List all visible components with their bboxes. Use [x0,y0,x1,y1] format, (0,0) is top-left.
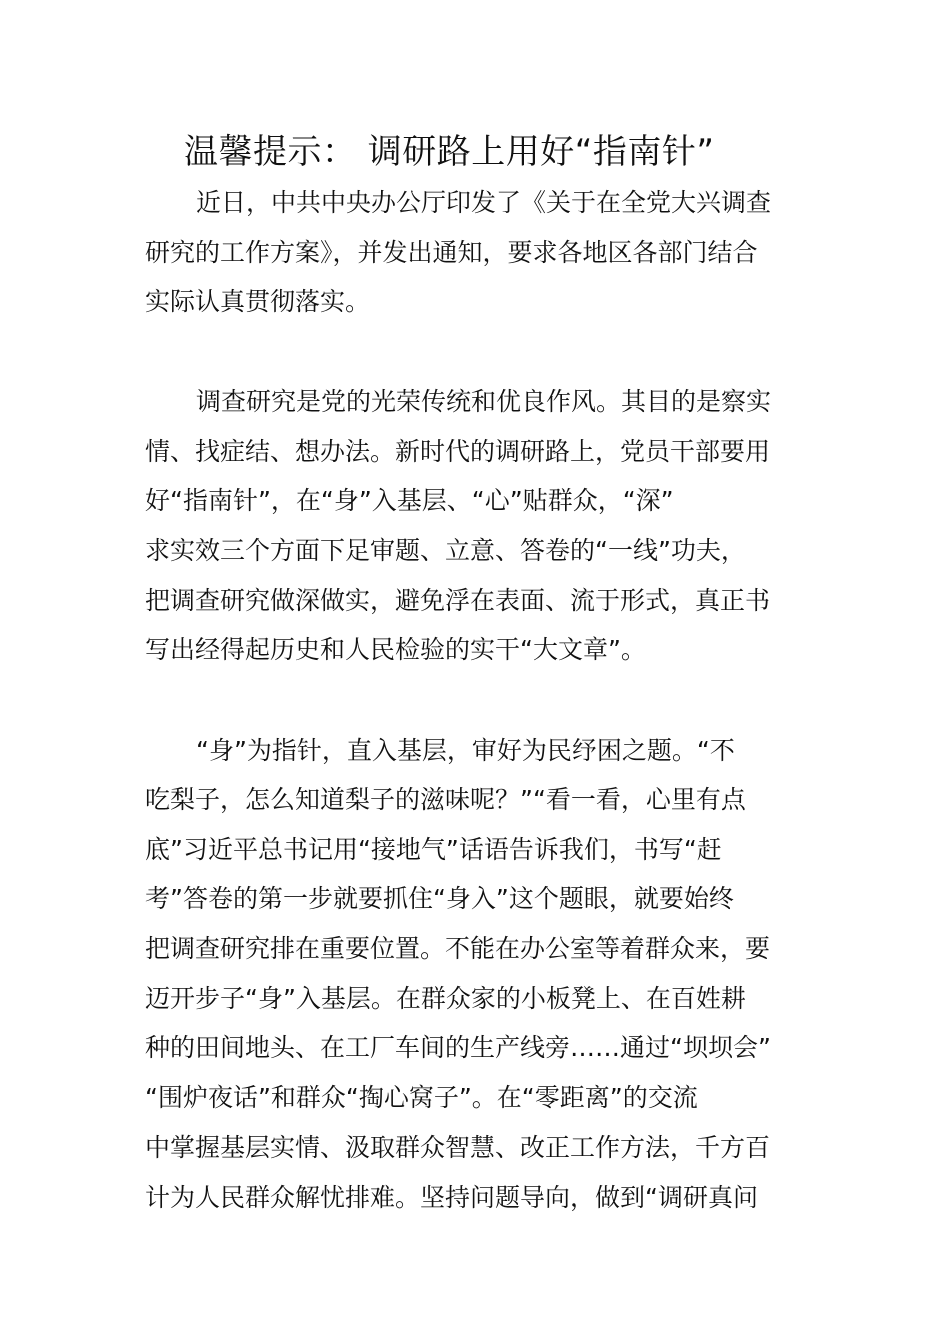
paragraph-3-line-8: “围炉夜话”和群众“掏心窝子”。在“零距离”的交流 [145,1083,698,1112]
paragraph-3-line-1: “身”为指针，直入基层，审好为民纾困之题。“不 [196,736,735,765]
paragraph-3-line-2: 吃梨子，怎么知道梨子的滋味呢？”“看一看，心里有点 [145,785,746,814]
paragraph-3-line-5: 把调查研究排在重要位置。不能在办公室等着群众来，要 [145,934,771,963]
paragraph-1-line-1: 近日，中共中央办公厅印发了《关于在全党大兴调查 [196,188,772,217]
paragraph-2-line-4: 求实效三个方面下足审题、立意、答卷的“一线”功夫， [145,536,746,565]
paragraph-3-line-7: 种的田间地头、在工厂车间的生产线旁……通过“坝坝会” [145,1033,771,1062]
paragraph-3-line-3: 底”习近平总书记用“接地气”话语告诉我们，书写“赶 [145,835,722,864]
paragraph-3-line-10: 计为人民群众解忧排难。坚持问题导向，做到“调研真问 [145,1183,758,1212]
paragraph-2-line-5: 把调查研究做深做实，避免浮在表面、流于形式，真正书 [145,586,771,615]
paragraph-1-line-3: 实际认真贯彻落实。 [145,287,371,316]
paragraph-2-line-3: 好“指南针”，在“身”入基层、“心”贴群众，“深” [145,486,674,515]
paragraph-3-line-4: 考”答卷的第一步就要抓住“身入”这个题眼，就要始终 [145,884,734,913]
paragraph-3-line-6: 迈开步子“身”入基层。在群众家的小板凳上、在百姓耕 [145,984,746,1013]
document-title: 温馨提示： 调研路上用好“指南针” [184,132,715,172]
paragraph-2-line-2: 情、找症结、想办法。新时代的调研路上，党员干部要用 [145,437,771,466]
paragraph-3-line-9: 中掌握基层实情、汲取群众智慧、改正工作方法，千方百 [145,1133,771,1162]
paragraph-2-line-6: 写出经得起历史和人民检验的实干“大文章”。 [145,635,646,664]
paragraph-2-line-1: 调查研究是党的光荣传统和优良作风。其目的是察实 [196,387,772,416]
paragraph-1-line-2: 研究的工作方案》，并发出通知，要求各地区各部门结合 [145,238,758,267]
